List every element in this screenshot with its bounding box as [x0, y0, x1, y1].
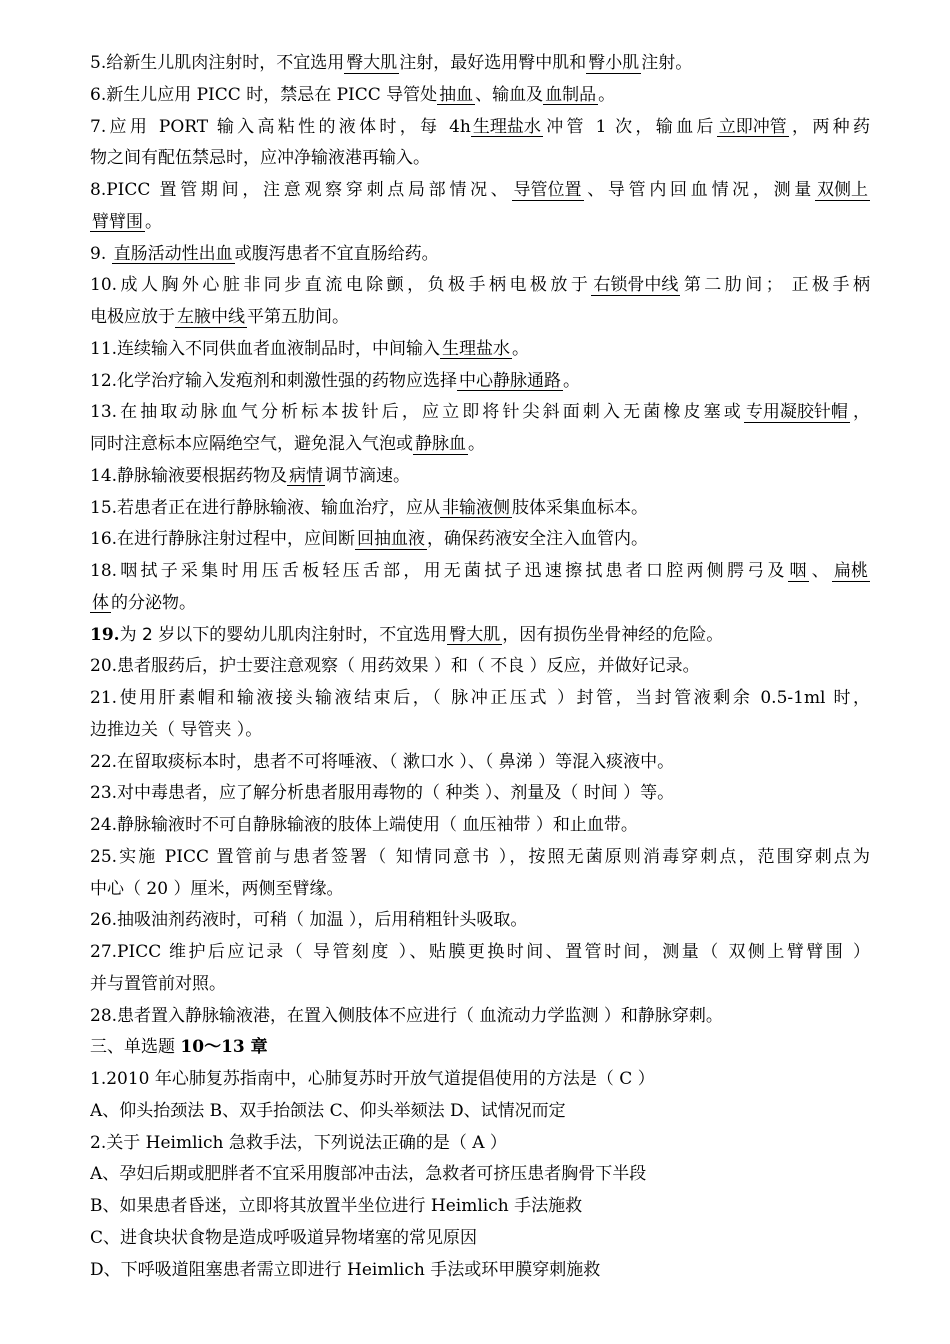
text-line: [90, 683, 870, 715]
text-segment: ，因有损伤坐骨神经的危险。: [502, 624, 724, 645]
text-line: [90, 493, 870, 525]
text-line: [90, 747, 870, 779]
text-line: [90, 1255, 870, 1287]
text-line: [90, 48, 870, 80]
text-segment: 9.: [90, 243, 112, 264]
text-segment: 三、单选题: [90, 1037, 181, 1058]
answer-blank: 扁桃: [834, 561, 868, 581]
text-line: [90, 969, 870, 1001]
text-segment: 注射。: [641, 53, 693, 73]
answer-blank: 抽血: [439, 84, 474, 105]
text-segment: ，: [849, 402, 870, 423]
text-line: [90, 302, 870, 334]
text-line: [90, 1159, 870, 1191]
text-line: [90, 874, 870, 906]
text-line: [90, 588, 870, 620]
answer-blank: 右锁骨中线: [593, 275, 679, 296]
text-segment: 同时注意标本应隔绝空气，避免混入气泡或: [90, 434, 413, 454]
text-line: [90, 1223, 870, 1255]
text-line: [90, 239, 870, 271]
text-line: [90, 429, 870, 461]
text-segment: 。: [468, 434, 485, 454]
text-segment: 10～13 章: [180, 1037, 268, 1058]
answer-blank: 导管位置: [513, 180, 582, 200]
text-segment: 6.新生儿应用 PICC 时，禁忌在 PICC 导管处: [90, 84, 438, 105]
answer-blank: 臂臂围: [92, 211, 143, 232]
text-segment: 岁以下的婴幼儿肌肉注射时，不宜选用: [152, 624, 448, 645]
text-line: [90, 810, 870, 842]
text-segment: 8.PICC 置管期间，注意观察穿刺点局部情况、: [90, 180, 512, 200]
text-segment: 23.对中毒患者，应了解分析患者服用毒物的（ 种类 ）、剂量及（ 时间 ）等。: [90, 783, 675, 804]
document-body: [90, 48, 870, 1286]
text-segment: 并与置管前对照。: [90, 973, 226, 994]
text-segment: 、: [808, 561, 832, 581]
text-segment: 。: [563, 370, 581, 391]
text-line: [90, 556, 870, 588]
text-segment: 15.若患者正在进行静脉输液、输血治疗，应从: [90, 497, 441, 518]
answer-blank: 生理盐水: [442, 338, 511, 359]
answer-blank: 病情: [289, 465, 324, 486]
text-segment: 12.化学治疗输入发疱剂和刺激性强的药物应选择: [90, 370, 458, 391]
text-segment: 10.成人胸外心脏非同步直流电除颤，负极手柄电极放于: [90, 275, 592, 296]
text-line: [90, 1064, 870, 1096]
text-segment: 为: [119, 624, 142, 645]
answer-blank: 立即冲管: [718, 116, 787, 137]
text-segment: 25.实施 PICC 置管前与患者签署（ 知情同意书 ），按照无菌原则消毒穿刺点，范围穿刺点为: [90, 846, 870, 867]
answer-blank: 体: [92, 592, 109, 613]
text-line: [90, 651, 870, 683]
text-segment: A、仰头抬颈法 B、双手抬颌法 C、仰头举颏法 D、试情况而定: [90, 1100, 566, 1121]
text-segment: 2.关于 Heimlich 急救手法，下列说法正确的是（ A ）: [90, 1132, 507, 1153]
text-line: [90, 207, 870, 239]
answer-blank: 回抽血液: [357, 529, 426, 550]
text-segment: 。: [598, 84, 616, 105]
text-line: [90, 461, 870, 493]
text-segment: 20.患者服药后，护士要注意观察（ 用药效果 ）和（ 不良 ）反应，并做好记录。: [90, 656, 700, 677]
text-segment: 24.静脉输液时不可自静脉输液的肢体上端使用（ 血压袖带 ）和止血带。: [90, 815, 638, 835]
text-segment: 13.在抽取动脉血气分析标本拔针后，应立即将针尖斜面刺入无菌橡皮塞或: [90, 402, 744, 423]
text-segment: 19.: [90, 624, 120, 645]
answer-blank: 血制品: [545, 84, 597, 105]
answer-blank: 生理盐水: [472, 116, 541, 137]
text-segment: 肢体采集血标本。: [512, 497, 649, 518]
text-segment: 、输血及: [475, 84, 544, 105]
text-segment: 、导管内回血情况，测量: [583, 180, 815, 200]
text-segment: 22.在留取痰标本时，患者不可将唾液、（ 漱口水 ）、（ 鼻涕 ）等混入痰液中。: [90, 751, 675, 772]
text-line: [90, 334, 870, 366]
text-line: [90, 620, 870, 652]
answer-blank: 臀大肌: [449, 624, 501, 645]
text-line: [90, 1001, 870, 1033]
text-segment: D、下呼吸道阻塞患者需立即进行 Heimlich 手法或环甲膜穿刺施救: [90, 1259, 601, 1280]
text-segment: 注射，最好选用臀中肌和: [399, 53, 587, 73]
text-segment: A、孕妇后期或肥胖者不宜采用腹部冲击法，急救者可挤压患者胸骨下半段: [90, 1164, 647, 1185]
text-segment: 16.在进行静脉注射过程中，应间断: [90, 529, 356, 550]
text-segment: 5.给新生儿肌肉注射时，不宜选用: [90, 53, 345, 73]
text-segment: 18.咽拭子采集时用压舌板轻压舌部，用无菌拭子迅速擦拭患者口腔两侧腭弓及: [90, 561, 788, 581]
text-line: [90, 80, 870, 112]
text-segment: 26.抽吸油剂药液时，可稍（ 加温 ），后用稍粗针头吸取。: [90, 910, 528, 931]
text-line: [90, 524, 870, 556]
answer-blank: 专用凝胶针帽: [745, 402, 848, 423]
text-segment: ，两种药: [788, 116, 870, 137]
text-segment: 第二肋间； 正极手柄: [680, 275, 870, 296]
text-segment: 中心（ 20 ）厘米，两侧至臂缘。: [90, 878, 344, 899]
text-segment: C、进食块状食物是造成呼吸道异物堵塞的常见原因: [90, 1227, 478, 1248]
answer-blank: 臀小肌: [588, 53, 640, 73]
answer-blank: 咽: [789, 561, 807, 581]
text-segment: 。: [512, 338, 530, 359]
text-line: [90, 112, 870, 144]
text-segment: 边推边关（ 导管夹 ）。: [90, 719, 263, 740]
text-segment: 21.使用肝素帽和输液接头输液结束后，（ 脉冲正压式 ）封管，当封管液剩余 0.5-1ml 时，: [90, 688, 870, 708]
text-segment: 14.静脉输液要根据药物及: [90, 465, 288, 486]
answer-blank: 双侧上: [817, 180, 868, 200]
text-segment: 27.PICC 维护后应记录（ 导管刻度 ）、贴膜更换时间、置管时间，测量（ 双侧上臂臂围 ）: [90, 942, 870, 962]
text-segment: 冲管 1 次，输血后: [542, 116, 717, 137]
text-line: [90, 270, 870, 302]
text-line: [90, 937, 870, 969]
text-line: [90, 715, 870, 747]
text-segment: 或腹泻患者不宜直肠给药。: [234, 243, 439, 264]
text-segment: 物之间有配伍禁忌时，应冲净输液港再输入。: [90, 148, 430, 169]
text-segment: 1.2010 年心肺复苏指南中，心肺复苏时开放气道提倡使用的方法是（ C ）: [90, 1069, 655, 1089]
text-line: [90, 1128, 870, 1160]
text-line: [90, 1191, 870, 1223]
text-line: [90, 1096, 870, 1128]
text-line: [90, 175, 870, 207]
text-segment: 11.连续输入不同供血者血液制品时，中间输入: [90, 338, 441, 359]
text-segment: B、如果患者昏迷，立即将其放置半坐位进行 Heimlich 手法施救: [90, 1196, 583, 1216]
text-segment: 平第五肋间。: [247, 307, 349, 327]
answer-blank: 非输液侧: [442, 497, 511, 518]
text-line: [90, 397, 870, 429]
text-segment: ，确保药液安全注入血管内。: [427, 529, 649, 550]
answer-blank: 左腋中线: [177, 307, 245, 327]
text-segment: 的分泌物。: [111, 592, 196, 613]
text-segment: 调节滴速。: [325, 465, 411, 486]
text-segment: 28.患者置入静脉输液港，在置入侧肢体不应进行（ 血流动力学监测 ）和静脉穿刺。: [90, 1005, 723, 1026]
text-line: [90, 842, 870, 874]
answer-blank: 静脉血: [415, 434, 466, 454]
text-segment: 。: [145, 211, 162, 232]
answer-blank: 臀大肌: [346, 53, 398, 73]
text-line: [90, 778, 870, 810]
text-segment: 2: [141, 624, 153, 645]
answer-blank: 直肠活动性出血: [113, 243, 233, 264]
text-line: [90, 905, 870, 937]
text-segment: 7.应用 PORT 输入高粘性的液体时，每 4h: [90, 116, 471, 137]
text-line: [90, 1032, 870, 1064]
text-segment: 电极应放于: [90, 307, 175, 327]
text-line: [90, 143, 870, 175]
text-line: [90, 366, 870, 398]
answer-blank: 中心静脉通路: [459, 370, 562, 391]
